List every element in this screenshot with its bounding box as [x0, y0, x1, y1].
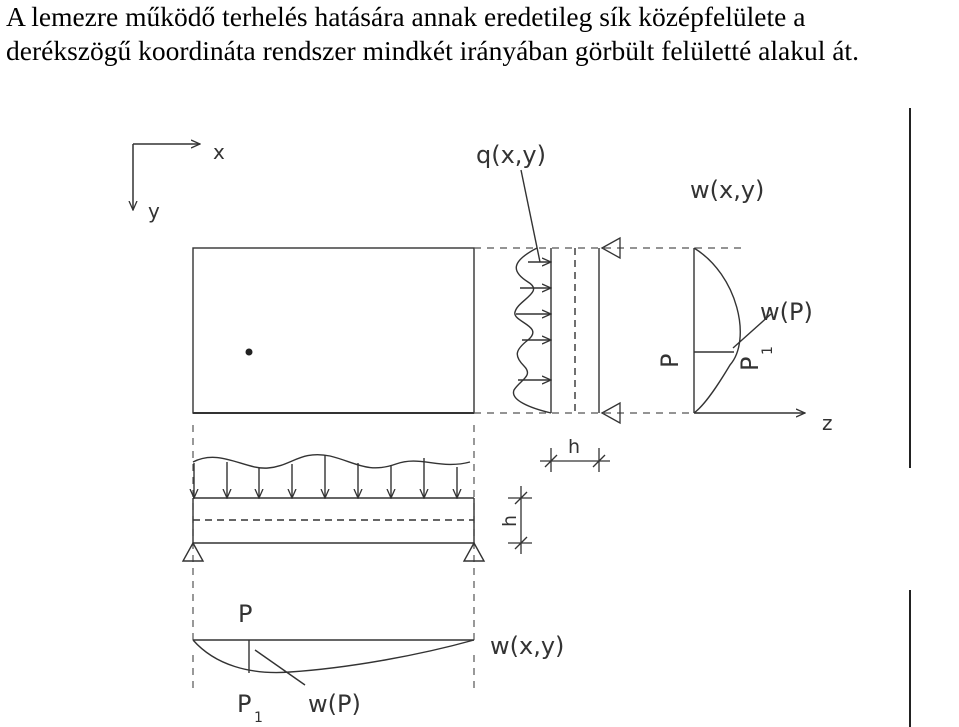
projection-lines [193, 248, 745, 690]
side-section-bottom [183, 455, 484, 561]
point-p1-subscript-bottom: 1 [254, 710, 263, 726]
thickness-label-vertical: h [499, 514, 521, 527]
side-section-right [513, 170, 620, 423]
coordinate-axes [133, 144, 200, 210]
plate-top-view [193, 248, 474, 413]
deflection-curve-bottom [193, 640, 474, 685]
deflection-label-right: w(x,y) [690, 176, 765, 204]
load-label: q(x,y) [476, 141, 546, 169]
deflection-curve-right [694, 248, 805, 413]
thickness-label-horizontal: h [568, 436, 581, 458]
deflection-label-bottom: w(x,y) [490, 632, 565, 660]
caption-line-2: derékszögű koordináta rendszer mindkét irányában görbült felületté alakul át. [6, 35, 859, 66]
y-axis-label: y [148, 199, 160, 223]
point-p-label-bottom: P [238, 600, 253, 628]
point-p1-label-right: P [736, 356, 764, 371]
plate-outline [193, 248, 474, 413]
x-axis-label: x [213, 140, 225, 164]
wp-label-bottom: w(P) [308, 690, 361, 718]
point-p1-subscript-right: 1 [760, 346, 776, 355]
point-p-label-right: P [656, 353, 684, 368]
point-p1-label-bottom: P [237, 690, 252, 718]
point-p-marker [246, 349, 253, 356]
wp-label-right: w(P) [760, 298, 813, 326]
z-axis-label: z [822, 411, 833, 435]
caption-line-1: A lemezre működő terhelés hatására annak eredetileg sík középfelülete a [6, 1, 806, 32]
